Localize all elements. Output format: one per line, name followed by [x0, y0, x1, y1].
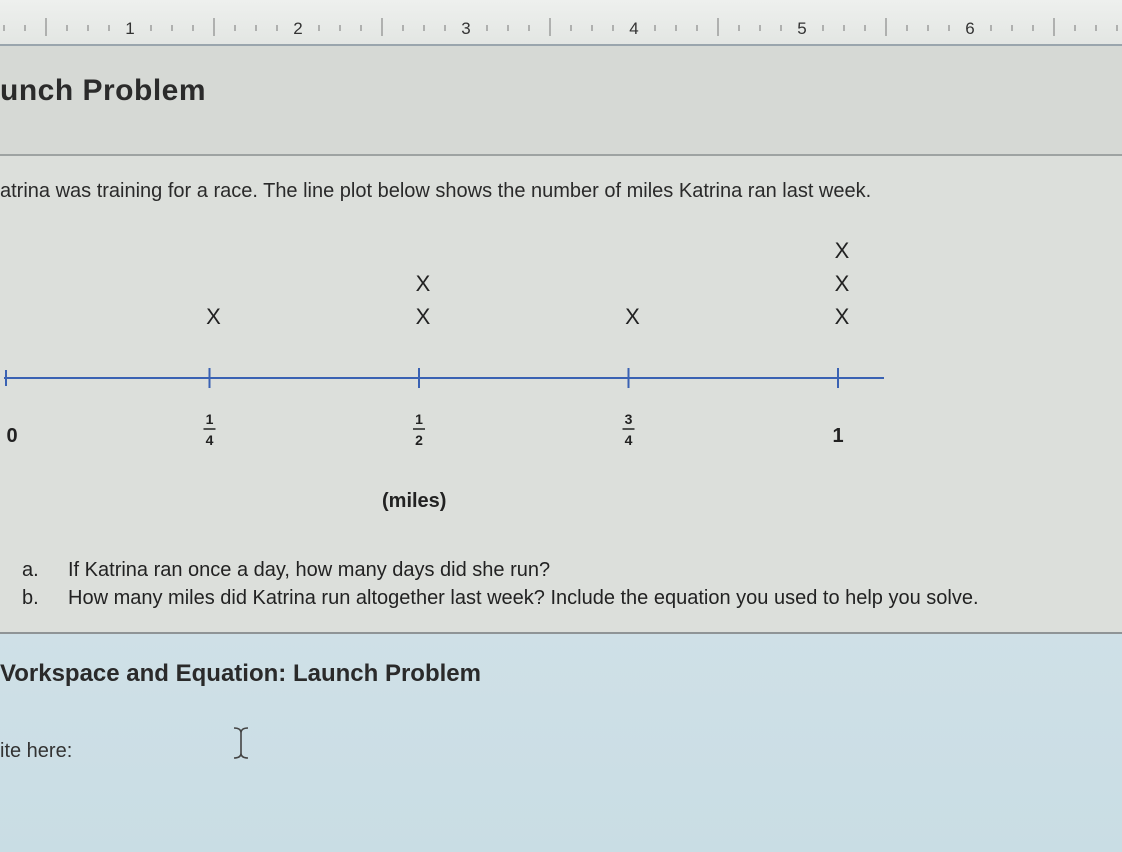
- tick-numerator: 1: [205, 411, 214, 427]
- ruler-number: 2: [293, 19, 303, 38]
- tick-numerator: 1: [415, 411, 423, 427]
- workspace-title: Vorkspace and Equation: Launch Problem: [0, 660, 481, 687]
- line-plot: [0, 220, 1122, 480]
- tick-denominator: 4: [624, 432, 633, 448]
- question-letter: a.: [22, 558, 39, 581]
- tick-label-1-2: [413, 411, 425, 448]
- document-ruler[interactable]: [0, 0, 1122, 46]
- ruler-number: 1: [125, 19, 135, 38]
- plot-x-marker: X: [415, 304, 431, 329]
- question-b: [22, 584, 979, 612]
- question-letter: b.: [22, 586, 39, 609]
- tick-label-1: [832, 425, 843, 447]
- ruler-number: 5: [797, 19, 807, 38]
- plot-x-marker: X: [625, 304, 640, 329]
- tick-label: 0: [6, 425, 18, 447]
- tick-label-0: [6, 425, 17, 447]
- plot-x-marker: X: [834, 304, 850, 329]
- plot-x-marker: X: [834, 238, 850, 263]
- tick-label-3-4: [623, 411, 635, 448]
- tick-numerator: 3: [624, 411, 633, 427]
- ruler-ticks: [0, 0, 1122, 44]
- question-list: [22, 556, 979, 612]
- question-a: [22, 556, 979, 584]
- tick-denominator: 2: [415, 432, 423, 448]
- question-text: If Katrina ran once a day, how many days did she run?: [68, 558, 551, 581]
- ruler-number: 3: [461, 19, 471, 38]
- i-beam-cursor-icon: [230, 726, 252, 760]
- write-here-label: ite here:: [0, 740, 73, 762]
- x-axis-label: (miles): [382, 490, 447, 512]
- ruler-number: 6: [965, 19, 975, 38]
- plot-x-marker: X: [206, 304, 221, 329]
- section-title: unch Problem: [0, 74, 207, 107]
- question-text: How many miles did Katrina run altogether last week? Include the equation you used to help you solve.: [68, 586, 979, 609]
- plot-x-marker: X: [415, 271, 431, 296]
- ruler-number: 4: [629, 19, 639, 38]
- plot-x-marker: X: [834, 271, 850, 296]
- tick-denominator: 4: [205, 432, 214, 448]
- tick-label-1-4: [204, 411, 216, 448]
- problem-intro-text: atrina was training for a race. The line plot below shows the number of miles Katrina ran last week.: [0, 180, 872, 202]
- tick-label: 1: [832, 425, 844, 447]
